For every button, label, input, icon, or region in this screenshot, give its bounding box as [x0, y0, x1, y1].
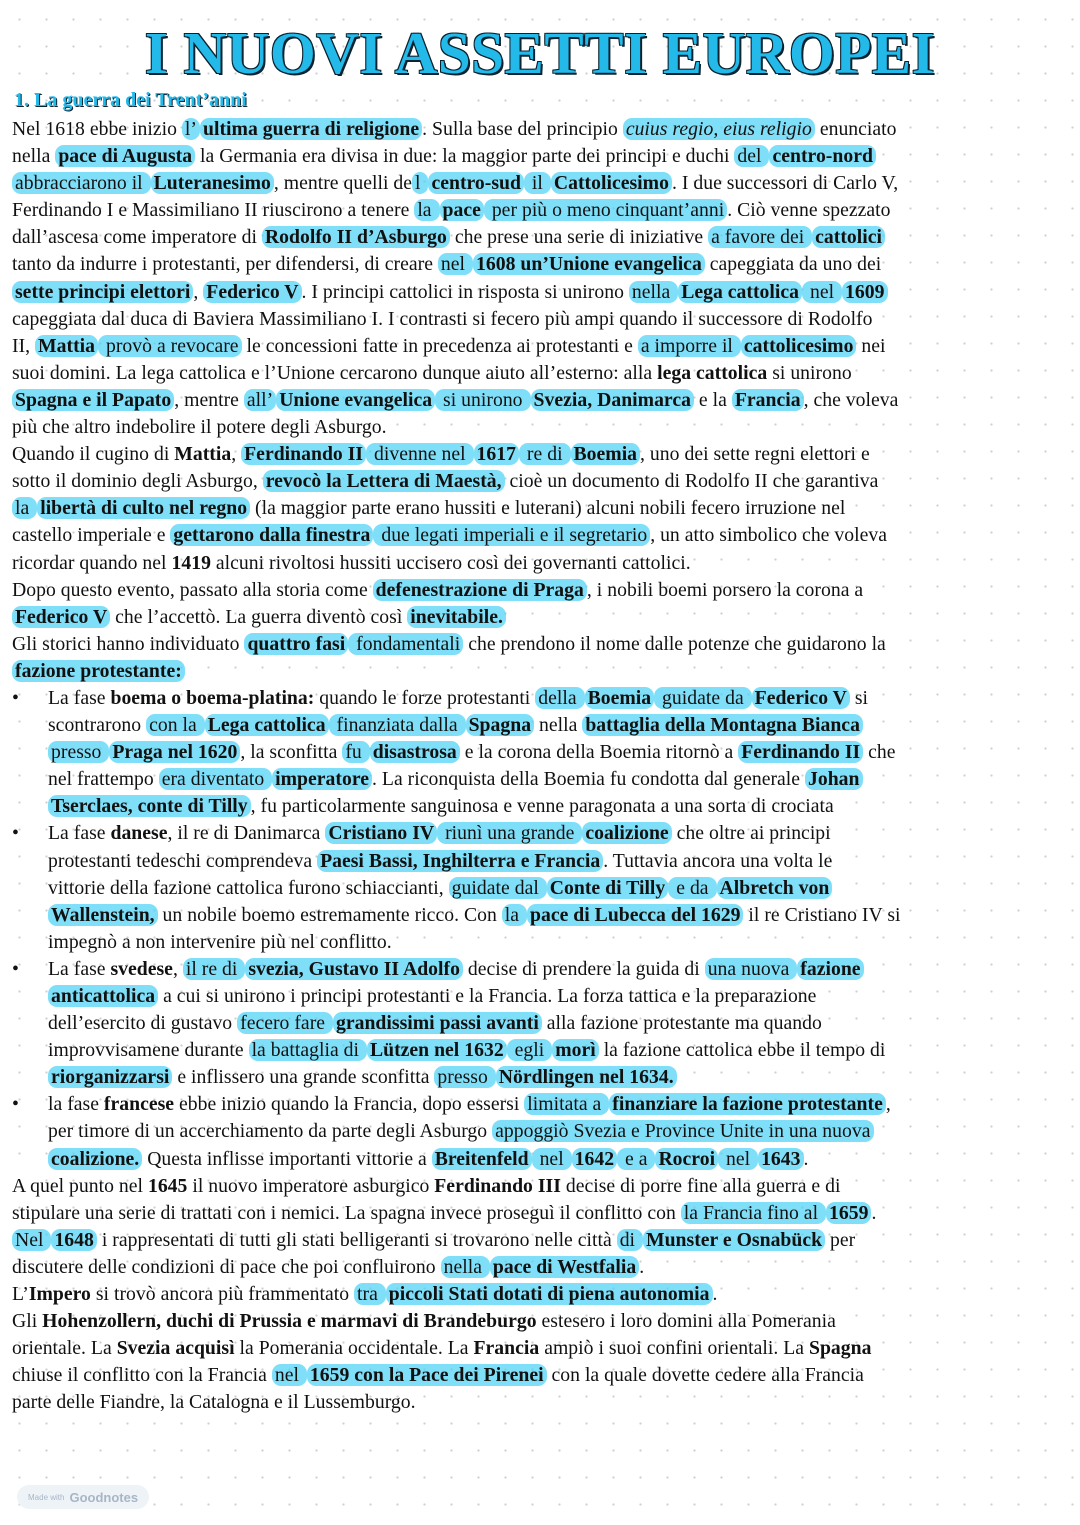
text-line	[12, 1227, 1070, 1254]
highlight: inevitabile.	[407, 606, 506, 628]
highlight: Spagna e il Papato	[12, 389, 174, 411]
text-segment: , la sconfitta	[240, 741, 343, 764]
highlight: fecero fare	[237, 1012, 333, 1034]
text-line	[12, 1335, 1070, 1362]
text-line	[12, 902, 1070, 929]
highlight: guidate da	[654, 687, 752, 709]
text-segment: Ferdinando III	[434, 1174, 561, 1197]
highlight: guidate dal	[449, 877, 547, 899]
highlight: ultima guerra di religione	[200, 118, 422, 140]
text-segment: A quel punto nel	[12, 1174, 148, 1197]
text-line	[12, 1037, 1070, 1064]
highlight: Mattia	[35, 335, 98, 357]
text-segment: scontrarono	[48, 714, 147, 737]
highlight: Boemia	[571, 443, 641, 465]
badge-brand: Goodnotes	[69, 1489, 139, 1505]
highlight: nel	[272, 1364, 307, 1386]
highlight: fu	[342, 741, 369, 763]
highlight: pace	[440, 199, 484, 221]
text-line	[12, 1308, 1070, 1335]
text-segment: decise di porre fine alla guerra e di	[560, 1174, 841, 1197]
text-segment: lega cattolica	[657, 361, 768, 384]
text-segment: . La riconquista della Boemia fu condotta dal generale	[372, 768, 805, 791]
text-line	[12, 712, 1070, 739]
highlight: Spagna	[466, 714, 535, 736]
text-segment: suoi domini. La lega cattolica e l’Unione cercarono dunque aiuto all’esterno: alla	[12, 361, 658, 384]
highlight: fondamentali	[348, 633, 463, 655]
text-segment: che l’accettò. La guerra diventò così	[110, 605, 408, 628]
highlight: Lega cattolica	[678, 281, 802, 303]
highlight: piccoli Stati dotati di piena autonomia	[386, 1283, 713, 1305]
text-segment: Spagna	[808, 1337, 872, 1360]
text-line	[12, 1173, 1070, 1200]
text-line	[12, 1091, 1070, 1118]
highlight: libertà di culto nel regno	[37, 497, 250, 519]
text-line	[12, 333, 1070, 360]
text-segment: danese	[110, 822, 168, 845]
highlight: all’	[244, 389, 276, 411]
text-segment: estesero i loro domini alla Pomerania	[536, 1310, 836, 1333]
text-line	[12, 739, 1070, 766]
highlight: 1648	[51, 1229, 96, 1251]
highlight: Cristiano IV	[325, 822, 437, 844]
highlight: battaglia della Montagna Bianca	[582, 714, 863, 736]
highlight: 1617	[474, 443, 519, 465]
text-line	[12, 279, 1070, 306]
text-segment: 1645	[147, 1174, 188, 1197]
text-segment: , un atto simbolico che voleva	[650, 524, 887, 547]
text-segment: ,	[193, 280, 204, 303]
highlight: con la	[146, 714, 205, 736]
text-segment: le concessioni fatte in precedenza ai protestanti e	[241, 334, 638, 357]
text-line	[12, 1200, 1070, 1227]
highlight: 1642	[572, 1148, 617, 1170]
text-segment: un nobile boemo estremamente ricco. Con	[157, 903, 502, 926]
text-segment: capeggiata da uno dei	[704, 253, 882, 276]
text-segment: .	[712, 1283, 718, 1306]
text-segment: nella	[12, 145, 56, 168]
text-line	[12, 1010, 1070, 1037]
highlight: nel	[438, 253, 473, 275]
text-line	[12, 1281, 1070, 1308]
text-segment: si trovò ancora più frammentato	[90, 1283, 355, 1306]
text-line	[12, 1389, 1070, 1416]
highlight: gettarono dalla finestra	[170, 524, 373, 546]
text-segment: stipulare una serie di trattati con i nemici. La spagna invece proseguì il conflitto con	[12, 1201, 681, 1224]
text-segment: la fase	[48, 1093, 104, 1116]
highlight: 1643	[758, 1148, 803, 1170]
text-line	[12, 224, 1070, 251]
text-line	[12, 631, 1070, 658]
text-segment: alla fazione protestante ma quando	[541, 1012, 822, 1035]
text-segment: con la quale dovette cedere alla Francia	[546, 1364, 864, 1387]
text-line	[12, 360, 1070, 387]
text-segment: la fazione cattolica ebbe il tempo di	[598, 1039, 886, 1062]
highlight: tra	[354, 1283, 386, 1305]
text-segment: , i nobili boemi porsero la corona a	[586, 578, 864, 601]
text-segment: dall’ascesa come imperatore di	[12, 226, 262, 249]
highlight: nella	[629, 281, 678, 303]
page-title: I NUOVI ASSETTI EUROPEI	[144, 20, 936, 86]
text-segment: , il re di Danimarca	[167, 822, 326, 845]
text-segment: capeggiata dal duca di Baviera Massimiliano I. I contrasti si fecero più ampi quando il successore di Rodolfo	[12, 307, 873, 330]
text-segment: . I principi cattolici in risposta si unirono	[301, 280, 629, 303]
text-line	[12, 143, 1070, 170]
text-segment: parte delle Fiandre, la Catalogna e il Lussemburgo.	[12, 1391, 416, 1414]
text-segment: Dopo questo evento, passato alla storia come	[12, 578, 373, 601]
highlight: pace di Augusta	[55, 145, 195, 167]
highlight: due legati imperiali e il segretario	[373, 524, 650, 546]
text-segment: francese	[103, 1093, 175, 1116]
highlight: la battaglia di	[249, 1039, 367, 1061]
bullet-dot: •	[12, 686, 19, 709]
highlight: nel	[802, 281, 842, 303]
text-segment: Impero	[28, 1283, 91, 1306]
text-segment: ampiò i suoi confini orientali. La	[539, 1337, 809, 1360]
highlight: Lega cattolica	[205, 714, 329, 736]
highlight: Praga nel 1620	[109, 741, 240, 763]
text-line	[12, 658, 1070, 685]
highlight: era diventato	[159, 768, 272, 790]
highlight: disastrosa	[370, 741, 460, 763]
text-segment: Gli storici hanno individuato	[12, 632, 245, 655]
text-segment: a cui si unirono i principi protestanti e la Francia. La forza tattica e la preparazione	[158, 985, 817, 1007]
text-segment: si	[849, 686, 869, 709]
text-segment: decise di prendere la guida di	[462, 957, 705, 980]
text-segment: 1419	[171, 551, 211, 574]
highlight: coalizione.	[48, 1148, 142, 1170]
highlight: divenne nel	[366, 443, 473, 465]
highlight: Conte di Tilly	[547, 877, 669, 899]
highlight: egli	[507, 1039, 553, 1061]
text-line	[12, 116, 1070, 143]
highlight: presso	[434, 1066, 495, 1088]
text-segment: il nuovo imperatore asburgico	[187, 1174, 435, 1197]
text-line	[12, 983, 1070, 1010]
text-line	[12, 793, 1070, 820]
highlight: provò a revocare	[98, 335, 242, 357]
text-segment: vittorie della fazione cattolica furono schiaccianti,	[48, 876, 449, 899]
highlight: a favore dei	[708, 226, 812, 248]
text-segment: La fase	[48, 957, 111, 980]
text-segment: più che altro indebolire il potere degli Asburgo.	[12, 416, 387, 439]
text-line	[12, 1118, 1070, 1145]
text-segment: Francia	[473, 1337, 540, 1360]
highlight: revocò la Lettera di Maestà,	[263, 470, 505, 492]
highlight: Boemia	[585, 687, 655, 709]
text-segment: svedese	[110, 957, 173, 980]
highlight: appoggiò Svezia e Province Unite in una nuova	[492, 1120, 873, 1142]
highlight: di	[617, 1229, 643, 1251]
highlight: il	[524, 172, 551, 194]
highlight: abbracciarono il	[12, 172, 151, 194]
text-segment: Svezia acquisì	[116, 1337, 235, 1360]
text-segment: La fase	[48, 686, 111, 709]
text-line	[12, 848, 1070, 875]
text-line	[12, 414, 1070, 441]
text-segment: nella	[534, 714, 583, 737]
text-segment: la Pomerania occidentale. La	[234, 1337, 474, 1360]
highlight: nel	[532, 1148, 572, 1170]
highlight: pace di Westfalia	[490, 1256, 639, 1278]
highlight: Paesi Bassi, Inghilterra e Francia	[317, 850, 603, 872]
text-segment: Quando il cugino di	[12, 443, 175, 466]
text-segment: e inflissero una grande sconfitta	[172, 1066, 435, 1089]
text-segment: e la	[693, 388, 732, 411]
text-segment: che	[863, 741, 896, 764]
highlight: una nuova	[705, 958, 798, 980]
highlight: Ferdinando II	[241, 443, 366, 465]
text-segment: . Sulla base del principio	[422, 118, 623, 140]
text-segment: si unirono	[767, 361, 852, 384]
text-segment: boema o boema-platina:	[110, 686, 315, 709]
body-text	[12, 116, 1070, 1417]
text-segment: Nel 1618 ebbe inizio	[12, 118, 182, 140]
highlight: Rocroi	[655, 1148, 718, 1170]
highlight: cattolicesimo	[741, 335, 857, 357]
text-segment: .	[871, 1201, 877, 1224]
text-segment: Questa inflisse importanti vittorie a	[142, 1147, 432, 1170]
text-line	[12, 550, 1070, 577]
text-line	[12, 1146, 1070, 1173]
text-segment: , fu particolarmente sanguinosa e venne paragonata a una sorta di crociata	[250, 795, 834, 818]
highlight: nel	[718, 1148, 758, 1170]
text-line	[12, 306, 1070, 333]
highlight: l’	[182, 118, 200, 140]
highlight: Federico V	[12, 606, 110, 628]
highlight: limitata a	[524, 1093, 609, 1115]
text-segment: che oltre ai principi	[671, 822, 831, 845]
text-segment: ebbe inizio quando la Francia, dopo essersi	[174, 1093, 525, 1116]
highlight: quattro fasi	[244, 633, 348, 655]
text-segment: ,	[172, 957, 183, 980]
text-segment: dell’esercito di gustavo	[48, 1012, 238, 1035]
text-segment: .	[803, 1147, 809, 1170]
highlight: Ferdinando II	[738, 741, 863, 763]
text-segment: (la maggior parte erano hussiti e luterani) alcuni nobili fecero irruzione nel	[250, 497, 846, 520]
text-segment: .	[639, 1255, 645, 1278]
highlight: e da	[668, 877, 716, 899]
text-segment: tanto da indurre i protestanti, per difendersi, di creare	[12, 253, 438, 276]
highlight: fazione protestante:	[12, 660, 185, 682]
highlight: per più o meno cinquant’anni	[484, 199, 727, 221]
text-line	[12, 1254, 1070, 1281]
text-segment: ricordar quando nel	[12, 551, 172, 574]
highlight: Johan	[805, 768, 863, 790]
highlight: morì	[552, 1039, 599, 1061]
text-segment: nei	[856, 334, 886, 357]
text-segment: alcuni rivoltosi hussiti uccisero così dei governanti cattolici.	[210, 551, 691, 574]
highlight: la	[12, 497, 37, 519]
text-segment: i rappresentati di tutti gli stati belligeranti si trovarono nelle città	[96, 1228, 617, 1251]
text-segment: II,	[12, 334, 36, 357]
highlight: nella	[441, 1256, 490, 1278]
text-segment: cioè un documento di Rodolfo II che garantiva	[504, 470, 879, 493]
text-segment: Ferdinando I e Massimiliano II riuscirono a tenere	[12, 199, 415, 222]
text-line	[12, 170, 1070, 197]
highlight: Federico V	[752, 687, 850, 709]
text-segment: . I due successori di Carlo V,	[671, 172, 899, 195]
highlight: Federico V	[203, 281, 301, 303]
text-segment: chiuse il conflitto con la Francia	[12, 1364, 272, 1387]
text-line	[12, 251, 1070, 278]
text-segment: , mentre quelli de	[273, 172, 413, 195]
highlight: 1609	[842, 281, 887, 303]
text-segment: discutere delle condizioni di pace che poi confluirono	[12, 1255, 441, 1278]
highlight: finanziata dalla	[329, 714, 466, 736]
highlight: 1608 un’Unione evangelica	[473, 253, 705, 275]
text-segment: nel frattempo	[48, 768, 159, 791]
text-segment: ,	[885, 1093, 891, 1116]
text-segment: L’	[12, 1283, 29, 1306]
highlight: Rodolfo II d’Asburgo	[262, 226, 450, 248]
highlight: a imporre il	[638, 335, 741, 357]
text-line	[12, 820, 1070, 847]
highlight: Wallenstein,	[48, 904, 158, 926]
highlight: sette principi elettori	[12, 281, 193, 303]
text-line	[12, 1064, 1070, 1091]
text-line	[12, 387, 1070, 414]
text-segment: e la corona della Boemia ritornò a	[459, 741, 739, 764]
text-line	[12, 1362, 1070, 1389]
text-segment: Mattia	[174, 443, 232, 466]
text-segment: . Ciò venne spezzato	[727, 199, 891, 222]
text-segment: Gli	[12, 1310, 43, 1333]
text-segment: per timore di un accerchiamento da parte degli Asburgo	[48, 1120, 493, 1143]
highlight: riorganizzarsi	[48, 1066, 172, 1088]
highlight: grandissimi passi avanti	[333, 1012, 542, 1034]
text-line	[12, 197, 1070, 224]
text-segment: enunciato	[814, 118, 897, 140]
highlight: finanziare la fazione protestante	[609, 1093, 886, 1115]
text-segment: . Tuttavia ancora una volta le	[603, 849, 833, 872]
text-line	[12, 875, 1070, 902]
highlight: il re di	[183, 958, 246, 980]
text-segment: sotto il dominio degli Asburgo,	[12, 470, 263, 493]
section-heading: 1. La guerra dei Trent’anni	[14, 89, 247, 111]
highlight: imperatore	[272, 768, 372, 790]
text-line	[12, 577, 1070, 604]
bullet-dot: •	[12, 822, 19, 845]
highlight: cattolici	[812, 226, 885, 248]
highlight: del	[734, 145, 769, 167]
highlight: Tserclaes, conte di Tilly	[48, 795, 251, 817]
text-line	[12, 441, 1070, 468]
text-segment: orientale. La	[12, 1337, 117, 1360]
text-segment: impegnò a non intervenire più nel conflitto.	[48, 930, 392, 953]
text-line	[12, 685, 1070, 712]
highlight: defenestrazione di Praga	[373, 579, 587, 601]
text-segment: , uno dei sette regni elettori e	[640, 443, 870, 466]
highlight: 1659	[826, 1202, 871, 1224]
bullet-dot: •	[12, 957, 19, 980]
goodnotes-badge[interactable]	[17, 1485, 149, 1509]
highlight: Svezia, Danimarca	[531, 389, 694, 411]
text-line	[12, 766, 1070, 793]
badge-prefix: Made with	[28, 1492, 65, 1502]
highlight: coalizione	[582, 822, 671, 844]
highlight: svezia, Gustavo II Adolfo	[245, 958, 463, 980]
text-line	[12, 495, 1070, 522]
highlight: centro-nord	[769, 145, 875, 167]
highlight: si unirono	[435, 389, 530, 411]
highlight: Francia	[732, 389, 804, 411]
highlight: la	[502, 904, 527, 926]
highlight: cuius regio, eius religio	[623, 118, 815, 140]
highlight: pace di Lubecca del 1629	[527, 904, 743, 926]
text-line	[12, 929, 1070, 956]
bullet-dot: •	[12, 1093, 19, 1116]
highlight: e a	[617, 1148, 655, 1170]
highlight: Munster e Osnabück	[643, 1229, 825, 1251]
highlight: fazione	[797, 958, 863, 980]
text-segment: per	[825, 1228, 856, 1251]
text-segment: castello imperiale e	[12, 524, 171, 547]
text-segment: che prendono il nome dalle potenze che guidarono la	[463, 632, 886, 655]
text-segment: La fase	[48, 822, 111, 845]
highlight: Nördlingen nel 1634.	[496, 1066, 677, 1088]
highlight: re di	[519, 443, 571, 465]
highlight: 1659 con la Pace dei Pirenei	[307, 1364, 547, 1386]
text-line	[12, 956, 1070, 983]
highlight: la Francia fino al	[681, 1202, 826, 1224]
highlight: Unione evangelica	[276, 389, 435, 411]
text-segment: protestanti tedeschi comprendeva	[48, 849, 318, 872]
text-segment: quando le forze protestanti	[314, 686, 536, 709]
text-line	[12, 522, 1070, 549]
highlight: Lützen nel 1632	[367, 1039, 507, 1061]
highlight: anticattolica	[48, 985, 158, 1007]
highlight: riunì una grande	[437, 822, 582, 844]
text-line	[12, 604, 1070, 631]
highlight: presso	[48, 741, 109, 763]
highlight: Luteranesimo	[151, 172, 274, 194]
highlight: la	[414, 199, 439, 221]
highlight: centro-sud	[428, 172, 524, 194]
highlight: l	[412, 172, 428, 194]
text-segment: la Germania era divisa in due: la maggior parte dei principi e duchi	[195, 145, 735, 168]
highlight: della	[535, 687, 584, 709]
highlight: Albretch von	[717, 877, 833, 899]
highlight: Cattolicesimo	[551, 172, 672, 194]
text-segment: ,	[231, 443, 242, 466]
text-segment: , mentre	[174, 388, 244, 411]
text-segment: improvvisamene durante	[48, 1039, 249, 1062]
highlight: Breitenfeld	[432, 1148, 532, 1170]
text-line	[12, 468, 1070, 495]
text-segment: il re Cristiano IV si	[743, 903, 901, 926]
highlight: Nel	[12, 1229, 51, 1251]
text-segment: , che voleva	[803, 388, 899, 411]
text-segment: Hohenzollern, duchi di Prussia e marmavi di Brandeburgo	[42, 1310, 537, 1333]
text-segment: che prese una serie di iniziative	[449, 226, 709, 249]
